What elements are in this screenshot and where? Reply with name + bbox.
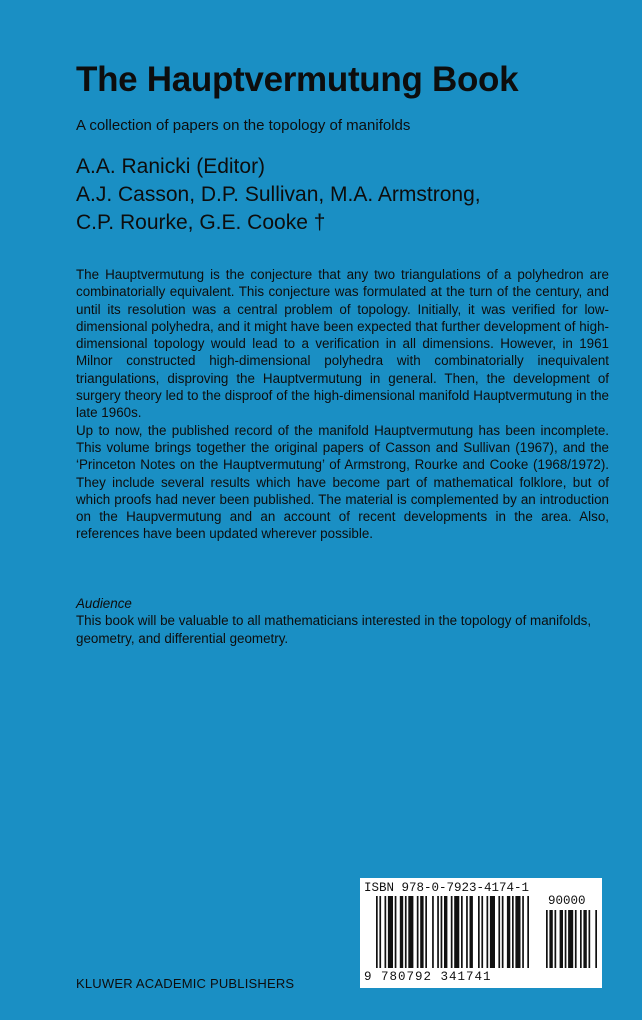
barcode-bar xyxy=(388,896,393,968)
author-line: C.P. Rourke, G.E. Cooke † xyxy=(76,211,326,234)
barcode-bar xyxy=(385,896,387,968)
audience-section xyxy=(76,595,609,647)
barcode-addon-bar xyxy=(580,910,582,968)
barcode-bar xyxy=(417,896,419,968)
barcode-addon-bar xyxy=(575,910,577,968)
barcode-bar xyxy=(502,896,504,968)
barcode-bar xyxy=(441,896,443,968)
barcode-bar xyxy=(481,896,483,968)
barcode-bar xyxy=(461,896,463,968)
barcode-bar xyxy=(432,896,434,968)
barcode-bar xyxy=(466,896,468,968)
barcode-bar xyxy=(512,896,514,968)
barcode-bar xyxy=(376,896,378,968)
barcode-bar xyxy=(444,896,447,968)
barcode-addon-bar xyxy=(589,910,591,968)
barcode-bar xyxy=(451,896,453,968)
audience-text: This book will be valuable to all mathematicians interested in the topology of manifolds, geometry, and differential geometry. xyxy=(76,613,592,646)
barcode-bar xyxy=(425,896,427,968)
barcode-addon-bar xyxy=(583,910,586,968)
book-description xyxy=(76,266,609,543)
book-subtitle: A collection of papers on the topology of manifolds xyxy=(76,117,411,134)
barcode-bar xyxy=(478,896,480,968)
barcode-addon-bar xyxy=(595,910,597,968)
barcode-addon-bar xyxy=(565,910,567,968)
description-paragraph: Up to now, the published record of the manifold Hauptvermutung has been incomplete. This volume brings together the original papers of Casson and Sullivan (1967), and the ‘Princeton Notes on the Hauptvermutung’ of Armstrong, Rourke and Cooke (1968/1972). They include several results which have become part of mathematical folklore, but of which proofs had never been published. The material is complemented by an introduction on the Haupvermutung and an account of recent developments in the area. Also, references have been updated wherever possible. xyxy=(76,422,609,542)
author-line: A.J. Casson, D.P. Sullivan, M.A. Armstrong, xyxy=(76,183,481,206)
isbn-barcode xyxy=(360,878,602,988)
barcode-addon-bar xyxy=(546,910,548,968)
barcode-bar xyxy=(515,896,520,968)
barcode-bar xyxy=(507,896,510,968)
author-list xyxy=(76,153,481,237)
barcode-bar xyxy=(405,896,407,968)
barcode-addon-bar xyxy=(555,910,557,968)
ean-digits: 9 780792 341741 xyxy=(364,970,492,984)
barcode-bar xyxy=(498,896,500,968)
addon-digits: 90000 xyxy=(548,894,586,908)
book-title: The Hauptvermutung Book xyxy=(76,60,519,99)
barcode-bar xyxy=(395,896,397,968)
description-paragraph: The Hauptvermutung is the conjecture that any two triangulations of a polyhedron are combinatorially equivalent. This conjecture was formulated at the turn of the century, and until its resolution was a central problem of topology. Initially, it was verified for low-dimensional polyhedra, and it might have been expected that further development of high-dimensional topology would lead to a verification in all dimensions. However, in 1961 Milnor constructed high-dimensional polyhedra with combinatorially inequivalent triangulations, disproving the Hauptvermutung in general. Then, the development of surgery theory led to the disproof of the high-dimensional manifold Hauptvermutung in the late 1960s. xyxy=(76,267,609,421)
barcode-addon-bar xyxy=(549,910,552,968)
barcode-bar xyxy=(470,896,473,968)
barcode-bar xyxy=(400,896,403,968)
barcode-addon-bar xyxy=(560,910,563,968)
isbn-label: ISBN 978-0-7923-4174-1 xyxy=(364,881,530,895)
barcode-bar xyxy=(522,896,524,968)
barcode-bar xyxy=(454,896,459,968)
barcode-addon-bar xyxy=(568,910,573,968)
barcode-bar xyxy=(420,896,423,968)
barcode-bar xyxy=(408,896,413,968)
barcode-bar xyxy=(437,896,439,968)
author-line: A.A. Ranicki (Editor) xyxy=(76,155,266,178)
barcode-bar xyxy=(379,896,381,968)
publisher-name: KLUWER ACADEMIC PUBLISHERS xyxy=(76,976,295,991)
audience-heading: Audience xyxy=(76,596,132,611)
barcode-bar xyxy=(487,896,489,968)
barcode-bar xyxy=(490,896,495,968)
barcode-bar xyxy=(527,896,529,968)
